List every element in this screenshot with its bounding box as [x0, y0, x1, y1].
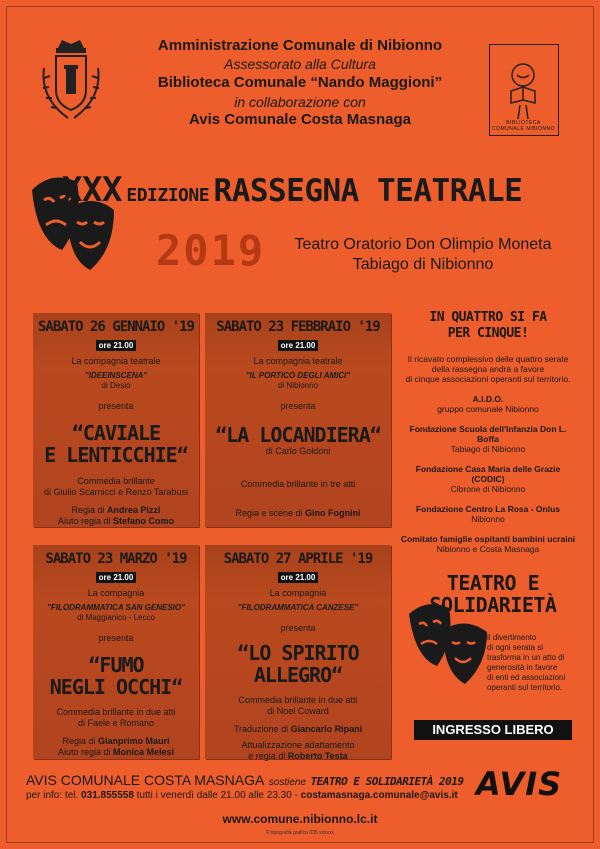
credit-label: Regia di: [71, 505, 105, 515]
show-time: ore 21.00: [96, 572, 137, 583]
credit-name: Andrea Pizzi: [107, 505, 161, 515]
credit-name: Monica Melesi: [113, 747, 175, 757]
charity-org-name: Fondazione Casa Maria delle Grazie (CODIC): [415, 464, 561, 484]
charity-org: [400, 504, 576, 524]
header-department: Assessorato alla Cultura: [224, 56, 376, 72]
show-date: SABATO 26 GENNAIO '19: [37, 319, 194, 335]
credit-label: Aiuto regia di: [57, 516, 111, 526]
header-collaboration: in collaborazione con: [234, 94, 366, 110]
solidarity-line: di enti ed associazioni: [487, 673, 566, 682]
play-title-line2: E LENTICCHIE“: [44, 443, 188, 467]
presenta-label: presenta: [98, 633, 134, 643]
show-time: ore 21.00: [278, 340, 319, 351]
edition-word: EDIZIONE: [126, 185, 210, 206]
company-place: di Nibionno: [277, 381, 319, 390]
printer-credit: © tipografia grafica 035 xxxxxx: [265, 830, 335, 836]
company-label: La compagnia teatrale: [253, 356, 343, 366]
header-library: Biblioteca Comunale “Nando Maggioni”: [157, 74, 443, 91]
municipal-crest-icon: [38, 38, 104, 126]
header-block: [120, 37, 480, 129]
credit-name: Stefano Como: [113, 516, 175, 526]
play-title-line1: “FUMO: [88, 653, 144, 677]
email-address: costamasnaga.comunale@avis.it: [300, 790, 458, 801]
charity-org: [400, 394, 576, 414]
company-place: di Maggianico - Lecco: [77, 613, 155, 622]
credit-name: Roberto Testa: [287, 751, 348, 761]
play-authors: di Faele e Romano: [77, 718, 155, 728]
charity-org-place: Cibrone di Nibionno: [450, 484, 526, 494]
play-authors: di Giulio Scarnicci e Renzo Tarabusi: [44, 487, 188, 497]
credit-label: Attualizzazione adattamento: [241, 740, 355, 750]
library-logo-text: BIBLIOTECA COMUNALE NIBIONNO: [492, 120, 555, 132]
show-date: SABATO 23 MARZO '19: [45, 551, 187, 567]
solidarity-title: TEATRO E SOLIDARIETÀ: [429, 571, 557, 617]
venue-name: Teatro Oratorio Don Olimpio Moneta: [294, 236, 552, 253]
play-title: “LA LOCANDIERA“: [215, 423, 381, 447]
play-author: di Carlo Goldoni: [265, 446, 331, 456]
credit-label: Regia di: [62, 736, 96, 746]
charity-heading-line2: PER CINQUE!: [447, 326, 529, 341]
show-time: ore 21.00: [96, 340, 137, 351]
presenta-label: presenta: [98, 401, 134, 411]
phone-number: 031.855558: [81, 790, 134, 801]
solidarity-line: trasforma in un atto di: [487, 653, 565, 662]
company-name: "IL PORTICO DEGLI AMICI": [245, 371, 351, 380]
show-card-march: [33, 545, 199, 759]
show-date: SABATO 27 APRILE '19: [223, 551, 373, 567]
show-card-february: [205, 313, 391, 527]
show-time: ore 21.00: [278, 572, 319, 583]
credit-name: Gianprimo Mauri: [98, 736, 170, 746]
website-link[interactable]: www.comune.nibionno.lc.it: [222, 812, 378, 826]
show-card-january: [33, 313, 199, 527]
free-entry-badge: INGRESSO LIBERO: [414, 720, 572, 740]
charity-intro: di cinque associazioni operanti sul territorio.: [405, 374, 571, 384]
solidarity-line: operanti sul territorio.: [487, 683, 563, 692]
venue-town: Tabiago di Nibionno: [352, 256, 494, 273]
charity-org: [400, 424, 576, 454]
company-name: "FILODRAMMATICA CANZESE": [237, 603, 359, 612]
charity-intro: della rassegna andrà a favore: [431, 364, 545, 374]
venue-block: [278, 235, 568, 275]
footer-info: per info: tel. 031.855558 tutti i venerdì dalle 21.00 alle 23.30 - costamasnaga.comunale@avis.it: [26, 790, 458, 801]
play-title-line2: NEGLI OCCHI“: [49, 675, 183, 699]
festival-year: 2019: [156, 226, 266, 275]
charity-org-name: A.I.D.O.: [472, 394, 504, 404]
company-label: La compagnia teatrale: [71, 356, 161, 366]
show-date: SABATO 23 FEBBRAIO '19: [216, 319, 380, 335]
solidarity-line: di ogni serata si: [487, 643, 544, 652]
play-title-line2: ALLEGRO“: [253, 663, 343, 687]
solidarity-line: generosità in favore: [487, 663, 558, 672]
library-logo-icon: [489, 44, 559, 136]
solidarity-text: [487, 633, 577, 693]
company-label: La compagnia: [269, 588, 327, 598]
header-administration: Amministrazione Comunale di Nibionno: [157, 37, 443, 54]
credit-label: Traduzione di: [233, 724, 289, 734]
play-genre: Commedia brillante in due atti: [238, 695, 358, 705]
play-authors: di Noel Coward: [267, 706, 329, 716]
presenta-label: presenta: [280, 401, 316, 411]
charity-org-name: Fondazione Centro La Rosa - Onlus: [415, 504, 561, 514]
play-title-line1: “CAVIALE: [71, 421, 161, 445]
charity-org: [400, 464, 576, 494]
avis-logo: AVIS: [475, 765, 563, 803]
play-genre: Commedia brillante: [77, 476, 155, 486]
play-genre: Commedia brillante in due atti: [56, 707, 176, 717]
show-card-april: [205, 545, 391, 759]
charity-org-place: gruppo comunale Nibionno: [437, 404, 539, 414]
festival-title: [62, 170, 542, 210]
credit-label: Aiuto regia di: [57, 747, 111, 757]
company-name: "FILODRAMMATICA SAN GENESIO": [47, 603, 185, 612]
festival-name: RASSEGNA TEATRALE: [213, 173, 523, 209]
charity-org: [400, 534, 576, 554]
charity-org-place: Nibionno: [471, 514, 505, 524]
footer-avis-line: AVIS COMUNALE COSTA MASNAGA sostiene TEATRO E SOLIDARIETÀ 2019: [26, 772, 464, 788]
charity-org-name: Fondazione Scuola dell'Infanzia Don L. Boffa: [409, 424, 567, 444]
play-genre: Commedia brillante in tre atti: [240, 479, 356, 489]
charity-org-place: Tabiago di Nibionno: [450, 444, 526, 454]
charity-org-place: Nibionno e Costa Masnaga: [436, 544, 540, 554]
header-avis: Avis Comunale Costa Masnaga: [188, 111, 411, 128]
charity-heading-line1: IN QUATTRO SI FA: [429, 310, 547, 325]
credit-label: Regia e scene di: [235, 508, 303, 518]
presenta-label: presenta: [280, 623, 316, 633]
credit-name: Gino Fognini: [305, 508, 361, 518]
charity-org-name: Comitato famiglie ospitanti bambini ucraini: [400, 534, 576, 544]
company-place: di Desio: [101, 381, 131, 390]
charity-block: [400, 310, 576, 554]
company-name: "IDEEINSCENA": [84, 371, 148, 380]
edition-number: XXX: [62, 170, 122, 210]
charity-intro: Il ricavato complessivo delle quattro serate: [407, 354, 569, 364]
solidarity-line: il divertimento: [487, 633, 537, 642]
play-title-line1: “LO SPIRITO: [237, 641, 359, 665]
credit-label: e regia di: [248, 751, 286, 761]
credit-name: Giancarlo Ripani: [290, 724, 363, 734]
company-label: La compagnia: [87, 588, 145, 598]
